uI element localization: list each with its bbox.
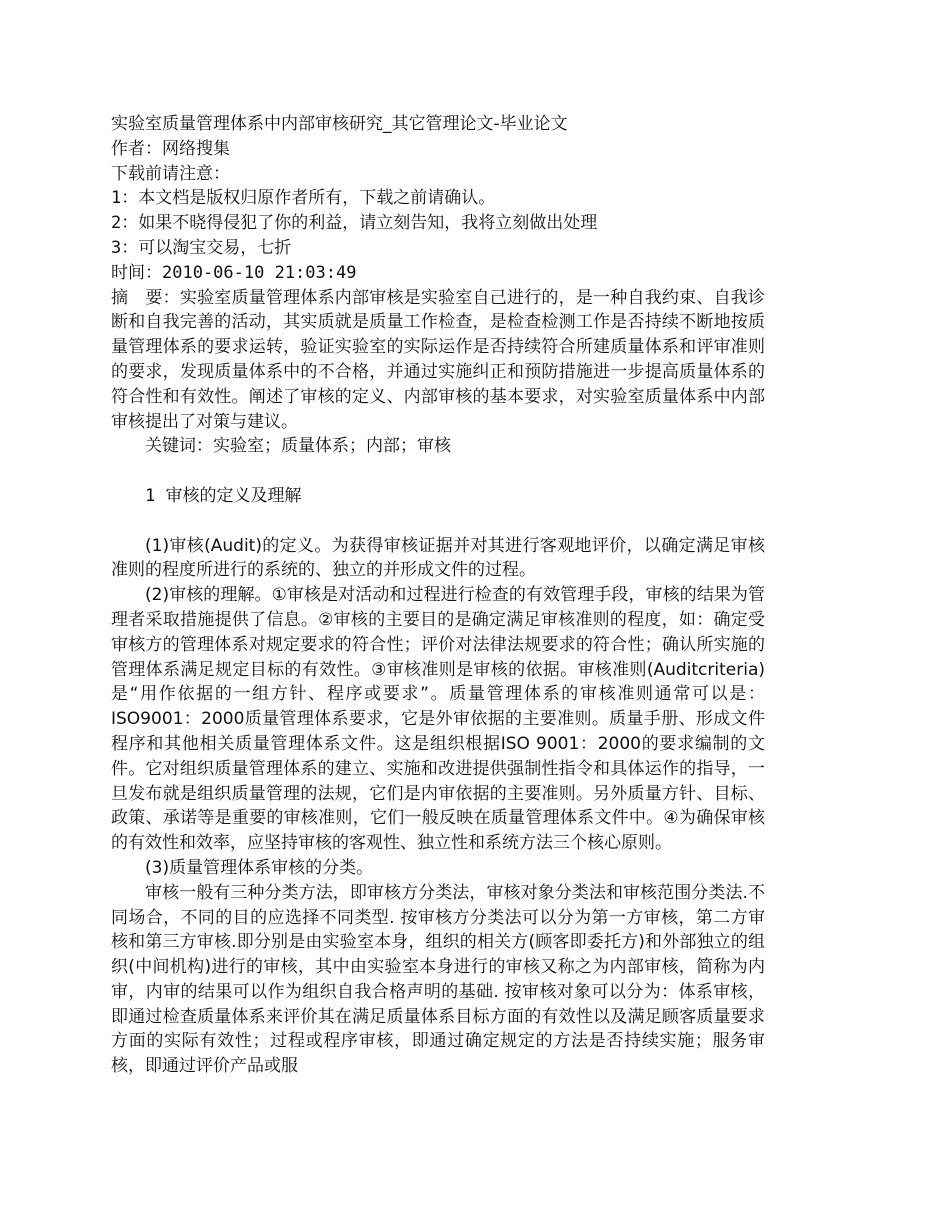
section-heading: 1 审核的定义及理解: [145, 485, 302, 506]
body-paragraph: (1)审核(Audit)的定义。为获得审核证据并对其进行客观地评价，以确定满足审核准则的程度所进行的系统的、独立的并形成文件的过程。: [111, 535, 765, 581]
keywords-line: 关键词：实验室；质量体系；内部；审核: [145, 436, 451, 457]
document-page: [111, 112, 765, 1079]
note-2: 2：如果不晓得侵犯了你的利益，请立刻告知，我将立刻做出处理: [111, 213, 598, 234]
abstract-paragraph: 摘 要：实验室质量管理体系内部审核是实验室自己进行的，是一种自我约束、自我诊断和自我完善的活动，其实质就是质量工作检查，是检查检测工作是否持续不断地按质量管理体系的要求运转，验证实验室的实际运作是否持续符合所建质量体系和评审准则的要求，发现质量体系中的不合格，并通过实施纠正和预防措施进一步提高质量体系的符合性和有效性。阐述了审核的定义、内部审核的基本要求，对实验室质量体系中内部审核提出了对策与建议。: [111, 287, 765, 432]
note-1: 1：本文档是版权归原作者所有，下载之前请确认。: [111, 188, 496, 209]
body-paragraph: 审核一般有三种分类方法，即审核方分类法，审核对象分类法和审核范围分类法.不同场合，不同的目的应选择不同类型. 按审核方分类法可以分为第一方审核，第二方审核和第三方审核.即分别是由实验室本身，组织的相关方(顾客即委托方)和外部独立的组织(中间机构)进行的审核，其中由实验室本身进行的审核又称之为内部审核，简称为内审，内审的结果可以作为组织自我合格声明的基础. 按审核对象可以分为：体系审核，即通过检查质量体系来评价其在满足质量体系目标方面的有效性以及满足顾客质量要求方面的实际有效性；过程或程序审核，即通过确定规定的方法是否持续实施；服务审核，即通过评价产品或服: [111, 882, 765, 1077]
document-title: 实验室质量管理体系中内部审核研究_其它管理论文-毕业论文: [111, 114, 568, 134]
download-notice: 下载前请注意：: [111, 163, 230, 184]
timestamp: 时间：2010-06-10 21:03:49: [111, 262, 357, 283]
author-line: 作者：网络搜集: [111, 138, 230, 159]
spacer: [111, 509, 765, 534]
note-3: 3：可以淘宝交易，七折: [111, 237, 292, 258]
body-paragraph: (2)审核的理解。①审核是对活动和过程进行检查的有效管理手段，审核的结果为管理者采取措施提供了信息。②审核的主要目的是确定满足审核准则的程度，如：确定受审核方的管理体系对规定要求的符合性；评价对法律法规要求的符合性；确认所实施的管理体系满足规定目标的有效性。③审核准则是审核的依据。审核准则(Auditcriteria)是“用作依据的一组方针、程序或要求”。质量管理体系的审核准则通常可以是：ISO9001：2000质量管理体系要求，它是外审依据的主要准则。质量手册、形成文件程序和其他相关质量管理体系文件。这是组织根据ISO 9001：2000的要求编制的文件。它对组织质量管理体系的建立、实施和改进提供强制性指令和具体运作的指导，一旦发布就是组织质量管理的法规，它们是内审依据的主要准则。另外质量方针、目标、政策、承诺等是重要的审核准则，它们一般反映在质量管理体系文件中。④为确保审核的有效性和效率，应坚持审核的客观性、独立性和系统方法三个核心原则。: [111, 585, 765, 854]
body-paragraph: (3)质量管理体系审核的分类。: [145, 857, 374, 878]
spacer: [111, 459, 765, 484]
